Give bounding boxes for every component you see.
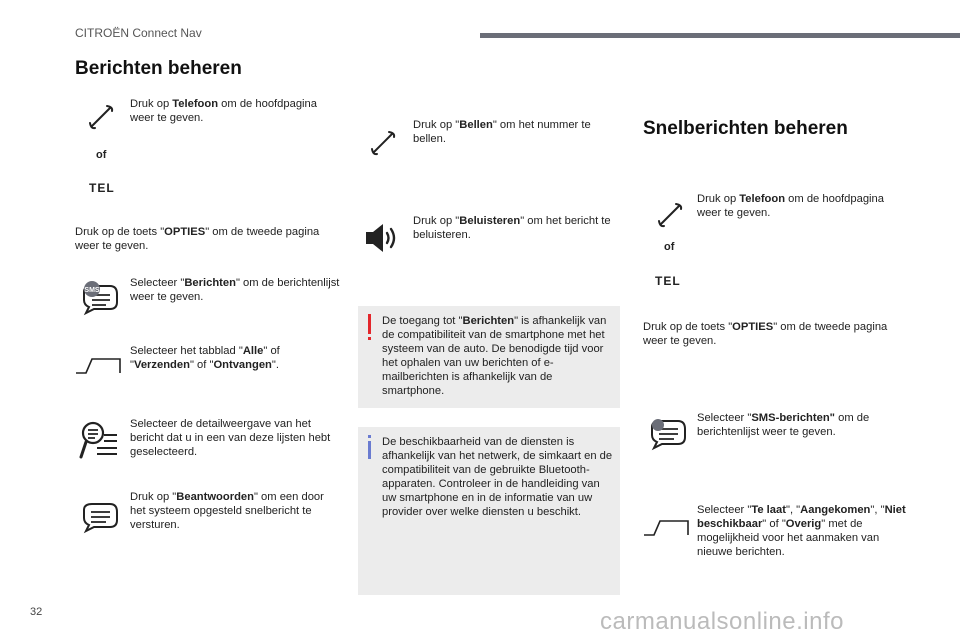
- warning-note-text: De toegang tot "Berichten" is afhankelijk van de compatibiliteit van de smartphone met het systeem van de auto. De benodigde tijd voor het ophalen van uw berichten of e-mailberichten is afhankelijk van de smartphone.: [382, 315, 607, 397]
- section-title-berichten-beheren: Berichten beheren: [75, 58, 242, 79]
- phone-instruction: Druk op Telefoon om de hoofdpagina weer te geven.: [130, 98, 317, 124]
- call-handset-icon: [370, 130, 396, 156]
- messages-instruction: Selecteer "Berichten" om de berichtenlijst weer te geven.: [130, 277, 340, 303]
- sms-instruction: Selecteer "SMS-berichten" om de berichtenlijst weer te geven.: [697, 412, 870, 438]
- listen-instruction: Druk op "Beluisteren" om het bericht te beluisteren.: [413, 215, 611, 241]
- watermark: carmanualsonline.info: [600, 608, 844, 635]
- or-label: of: [96, 149, 107, 161]
- sms-messages-icon: [648, 417, 688, 449]
- sms-badge-text: SMS: [84, 287, 100, 294]
- phone-instruction-2: Druk op Telefoon om de hoofdpagina weer te geven.: [697, 193, 884, 219]
- warning-exclamation-icon: [368, 314, 371, 334]
- info-note-text: De beschikbaarheid van de diensten is afhankelijk van het netwerk, de simkaart en de compatibiliteit van de gebruikte Bluetooth-apparaten. Controleer in de handleiding van uw smartphone en in de informatie van uw provider over welke diensten u beschikt.: [382, 436, 613, 518]
- running-header: CITROËN Connect Nav: [75, 26, 202, 40]
- section-title-snelberichten-beheren: Snelberichten beheren: [643, 118, 848, 139]
- categories-instruction: Selecteer "Te laat", "Aangekomen", "Niet beschikbaar" of "Overig" met de mogelijkheid voor het aanmaken van nieuwe berichten.: [697, 504, 906, 558]
- reply-instruction: Druk op "Beantwoorden" om een door het systeem opgesteld snelbericht te versturen.: [130, 491, 324, 531]
- warning-note: [358, 306, 620, 408]
- phone-handset-icon: [88, 104, 114, 130]
- reply-bubble-icon: [80, 500, 120, 532]
- speaker-icon: [364, 222, 400, 254]
- call-instruction: Druk op "Bellen" om het nummer te bellen.: [413, 119, 591, 145]
- detail-instruction: Selecteer de detailweergave van het bericht dat u in een van deze lijsten hebt geselecteerd.: [130, 418, 331, 458]
- header-rule: [480, 33, 960, 38]
- tab-icon-2: [644, 519, 690, 537]
- detail-view-icon: [80, 421, 120, 461]
- page-number: 32: [30, 606, 43, 618]
- options-instruction-2: Druk op de toets "OPTIES" om de tweede pagina weer te geven.: [643, 321, 888, 347]
- tel-button-label-2: TEL: [655, 274, 681, 288]
- phone-handset-icon-2: [657, 202, 683, 228]
- tab-instruction: Selecteer het tabblad "Alle" of "Verzenden" of "Ontvangen".: [130, 345, 280, 371]
- info-note: [358, 427, 620, 595]
- tel-button-label: TEL: [89, 181, 115, 195]
- info-i-dot: [368, 435, 371, 438]
- tab-icon: [76, 357, 122, 375]
- warning-exclamation-dot: [368, 337, 371, 340]
- info-i-icon: [368, 441, 371, 459]
- or-label-2: of: [664, 241, 675, 253]
- sms-bubble-icon: [80, 282, 120, 314]
- options-instruction: Druk op de toets "OPTIES" om de tweede pagina weer te geven.: [75, 226, 320, 252]
